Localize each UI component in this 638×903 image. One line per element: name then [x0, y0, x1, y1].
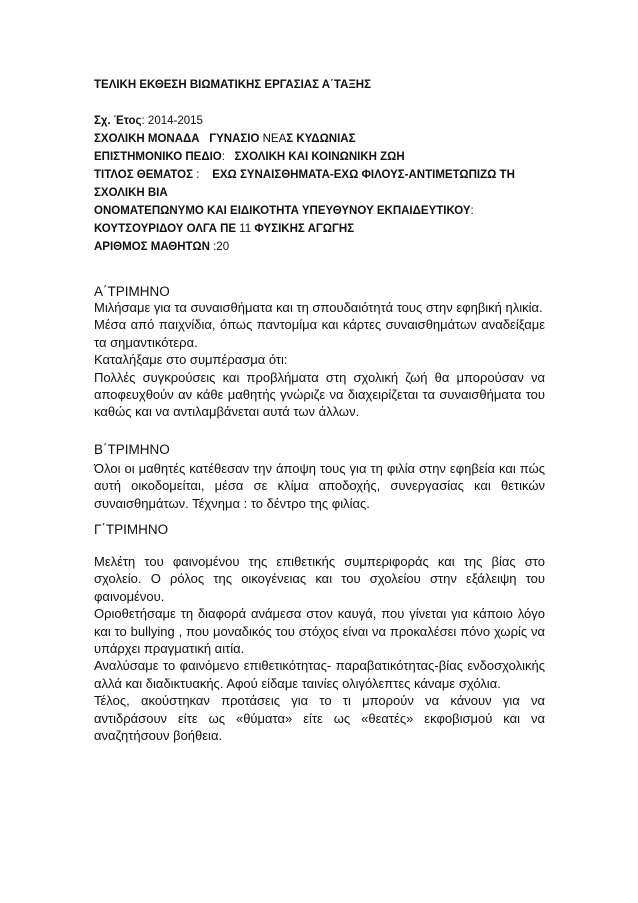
teacher-value-b: 11: [239, 223, 252, 235]
section-c-p4: Τέλος, ακούστηκαν προτάσεις για το τι μπορούν να κάνουν για να αντιδράσουν είτε ως «θύματα» είτε ως «θεατές» εκφοβισμού και να αναζητήσουν βοήθεια.: [94, 693, 545, 744]
topic-label: ΤΙΤΛΟΣ ΘΕΜΑΤΟΣ: [94, 169, 194, 181]
section-c-title: Γ΄ΤΡΙΜΗΝΟ: [94, 522, 169, 537]
topic-line-2: [94, 184, 564, 202]
section-a-title: Α΄ΤΡΙΜΗΝΟ: [94, 284, 170, 299]
section-c-body: [94, 553, 545, 744]
school-unit-value-c: Σ ΚΥΔΩΝΙΑΣ: [286, 133, 356, 145]
section-a-p3: Καταλήξαμε στο συμπέρασμα ότι:: [94, 352, 288, 368]
teacher-line: [94, 202, 564, 220]
school-unit-label: ΣΧΟΛΙΚΗ ΜΟΝΑΔΑ: [94, 133, 200, 145]
topic-value-line2: ΣΧΟΛΙΚΗ ΒΙΑ: [94, 187, 168, 199]
field-sep: :: [221, 151, 225, 163]
teacher-value-line: [94, 220, 564, 238]
school-year-label: Σχ. Έτος: [94, 115, 142, 127]
section-c-p1: Μελέτη του φαινομένου της επιθετικής συμπεριφοράς και της βίας στο σχολείο. Ο ρόλος της οικογένειας και του σχολείου στην εξάλειψη του φαινομένου.: [94, 554, 545, 604]
section-a-p2: Μέσα από παιχνίδια, όπως παντομίμα και κάρτες συναισθημάτων αναδείξαμε τα σημαντικότερα.: [94, 317, 545, 350]
teacher-value-c: ΦΥΣΙΚΗΣ ΑΓΩΓΗΣ: [251, 223, 355, 235]
field-label: ΕΠΙΣΤΗΜΟΝΙΚΟ ΠΕΔΙΟ: [94, 151, 222, 163]
students-line: [94, 238, 564, 256]
field-line: [94, 148, 564, 166]
section-a-body: [94, 299, 545, 421]
report-title-text: ΤΕΛΙΚΗ ΕΚΘΕΣΗ ΒΙΩΜΑΤΙΚΗΣ ΕΡΓΑΣΙΑΣ Α΄ΤΑΞΗΣ: [94, 79, 371, 91]
topic-value-line1: ΕΧΩ ΣΥΝΑΙΣΘΗΜΑΤΑ-ΕΧΩ ΦΙΛΟΥΣ-ΑΝΤΙΜΕΤΩΠΙΖΩ ΤΗ: [212, 169, 515, 181]
topic-line: [94, 166, 564, 184]
section-b-p1: Όλοι οι μαθητές κατέθεσαν την άποψη τους για τη φιλία στην εφηβεία και πώς αυτή οικοδομείται, μέσα σε κλίμα αποδοχής, συνεργασίας και θετικών συναισθημάτων. Τέχνημα : το δέντρο της φιλίας.: [94, 461, 545, 511]
section-a-p4: Πολλές συγκρούσεις και προβλήματα στη σχολική ζωή θα μπορούσαν να αποφευχθούν αν κάθε μαθητής γνώριζε να διαχειρίζεται τα συναισθήματα του καθώς και να αντιλαμβάνεται αυτά των άλλων.: [94, 369, 545, 420]
students-label: ΑΡΙΘΜΟΣ ΜΑΘΗΤΩΝ: [94, 241, 210, 253]
teacher-sep: :: [470, 205, 474, 217]
section-c-p2: Οριοθετήσαμε τη διαφορά ανάμεσα στον καυγά, που γίνεται για κάποιο λόγο και το bullying , που μοναδικός του στόχος είναι να προκαλέσει πόνο χωρίς να υπάρχει πραγματική αιτία.: [94, 606, 545, 657]
school-unit-value-a: ΓΥΝΑΣΙΟ: [209, 133, 263, 145]
teacher-label: ΟΝΟΜΑΤΕΠΩΝΥΜΟ ΚΑΙ ΕΙΔΙΚΟΤΗΤΑ ΥΠΕΥΘΥΝΟΥ ΕΚΠΑΙΔΕΥΤΙΚΟΥ: [94, 205, 471, 217]
school-unit-line: [94, 130, 564, 148]
school-year-value: : 2014-2015: [141, 115, 203, 127]
field-value: ΣΧΟΛΙΚΗ ΚΑΙ ΚΟΙΝΩΝΙΚΗ ΖΩΗ: [234, 151, 405, 163]
topic-sep: :: [196, 169, 200, 181]
teacher-value-a: ΚΟΥΤΣΟΥΡΙΔΟΥ ΟΛΓΑ ΠΕ: [94, 223, 240, 235]
school-unit-value-b: ΝΕΑ: [262, 133, 287, 145]
students-value: :20: [209, 241, 230, 253]
section-b-title: Β΄ΤΡΙΜΗΝΟ: [94, 442, 170, 457]
section-b-body: [94, 460, 545, 512]
school-year-line: [94, 112, 564, 130]
section-a-p1: Μιλήσαμε για τα συναισθήματα και τη σπουδαιότητά τους στην εφηβική ηλικία.: [94, 300, 543, 315]
report-title: [94, 76, 564, 94]
section-c-p3: Αναλύσαμε το φαινόμενο επιθετικότητας- παραβατικότητας-βίας ενδοσχολικής αλλά και διαδικτυακής. Αφού είδαμε ταινίες ολιγόλεπτες κάναμε σχόλια.: [94, 658, 545, 691]
